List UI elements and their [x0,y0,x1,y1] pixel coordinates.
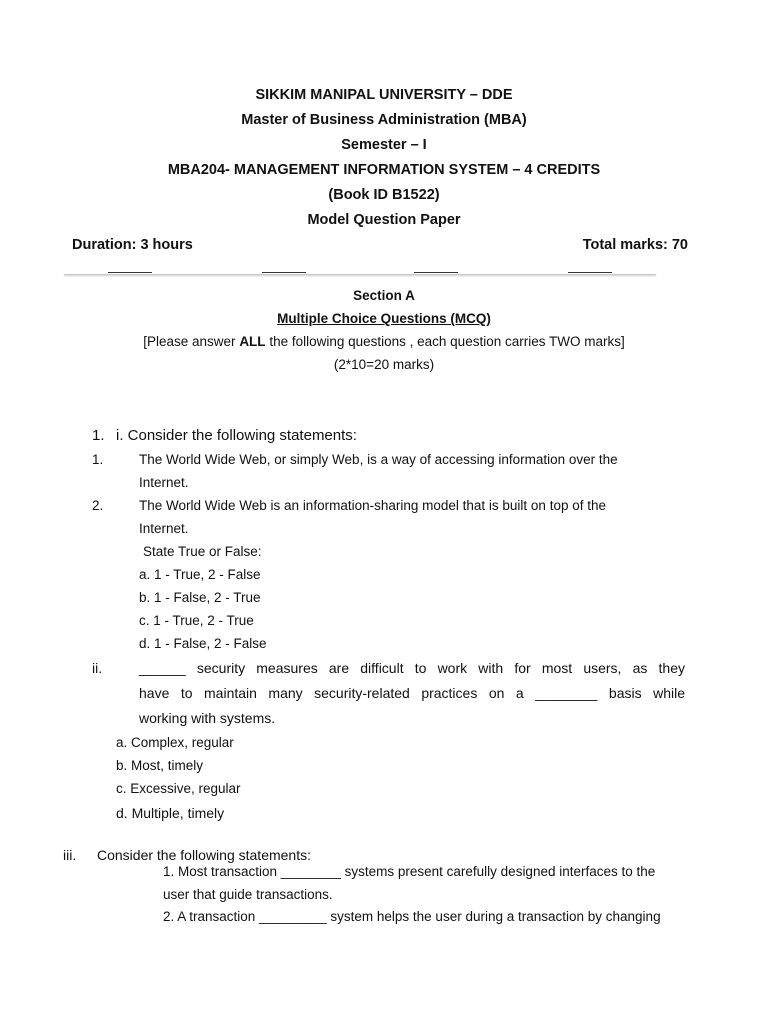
statement-1-line-2: Internet. [139,475,189,490]
book-id: (Book ID B1522) [328,187,440,203]
question-1-option-c: c. 1 - True, 2 - True [139,613,254,628]
question-1-intro: i. Consider the following statements: [116,427,357,444]
university-name: SIKKIM MANIPAL UNIVERSITY – DDE [255,87,513,103]
section-title: Section A [353,288,415,303]
section-subtitle [0,311,768,326]
question-2-number: ii. [92,660,103,676]
program-name: Master of Business Administration (MBA) [241,112,527,128]
divider-segment [262,272,306,273]
statement-2-line-2: Internet. [139,521,189,536]
question-3-number: iii. [63,847,77,863]
question-3-intro: Consider the following statements: [97,847,311,863]
question-2-line-2: have to maintain many security-related practices on a ________ basis while [139,685,685,701]
question-2-option-b: b. Most, timely [116,758,204,773]
section-subtitle-text: Multiple Choice Questions (MCQ) [277,311,491,326]
semester: Semester – I [341,137,427,153]
instruction-post: the following questions , each question carries TWO marks] [265,334,625,349]
question-2-option-c: c. Excessive, regular [116,781,241,796]
statement-1-line-1: The World Wide Web, or simply Web, is a way of accessing information over the [139,452,618,467]
question-3-statement-1-line-2: user that guide transactions. [163,887,333,902]
question-1-prompt: State True or False: [143,544,262,559]
divider-segment [414,272,458,273]
question-1-number: 1. [92,427,105,444]
duration: Duration: 3 hours [72,237,193,253]
question-2-line-3: working with systems. [139,710,276,726]
section-marks: (2*10=20 marks) [333,357,435,372]
question-2-option-d: d. Multiple, timely [116,805,225,821]
course-title: MBA204- MANAGEMENT INFORMATION SYSTEM – 4 CREDITS [167,162,601,178]
statement-2-line-1: The World Wide Web is an information-sharing model that is built on top of the [139,498,606,513]
question-3-statement-1-line-1: 1. Most transaction ________ systems present carefully designed interfaces to the [163,864,656,879]
divider-segment [108,272,152,273]
statement-2-number: 2. [92,498,104,513]
question-2-line-1: ______ security measures are difficult to work with for most users, as they [139,660,685,676]
header-divider [64,274,656,275]
statement-1-number: 1. [92,452,104,467]
question-3-statement-2-line-1: 2. A transaction _________ system helps the user during a transaction by changing [163,909,661,924]
divider-segment [568,272,612,273]
question-1-option-a: a. 1 - True, 2 - False [139,567,261,582]
paper-type: Model Question Paper [307,212,461,228]
question-2-option-a: a. Complex, regular [116,735,234,750]
instruction-pre: [Please answer [143,334,240,349]
total-marks: Total marks: 70 [582,237,688,253]
section-instruction [0,334,768,349]
instruction-emphasis: ALL [239,334,266,349]
question-1-option-b: b. 1 - False, 2 - True [139,590,261,605]
question-1-option-d: d. 1 - False, 2 - False [139,636,267,651]
